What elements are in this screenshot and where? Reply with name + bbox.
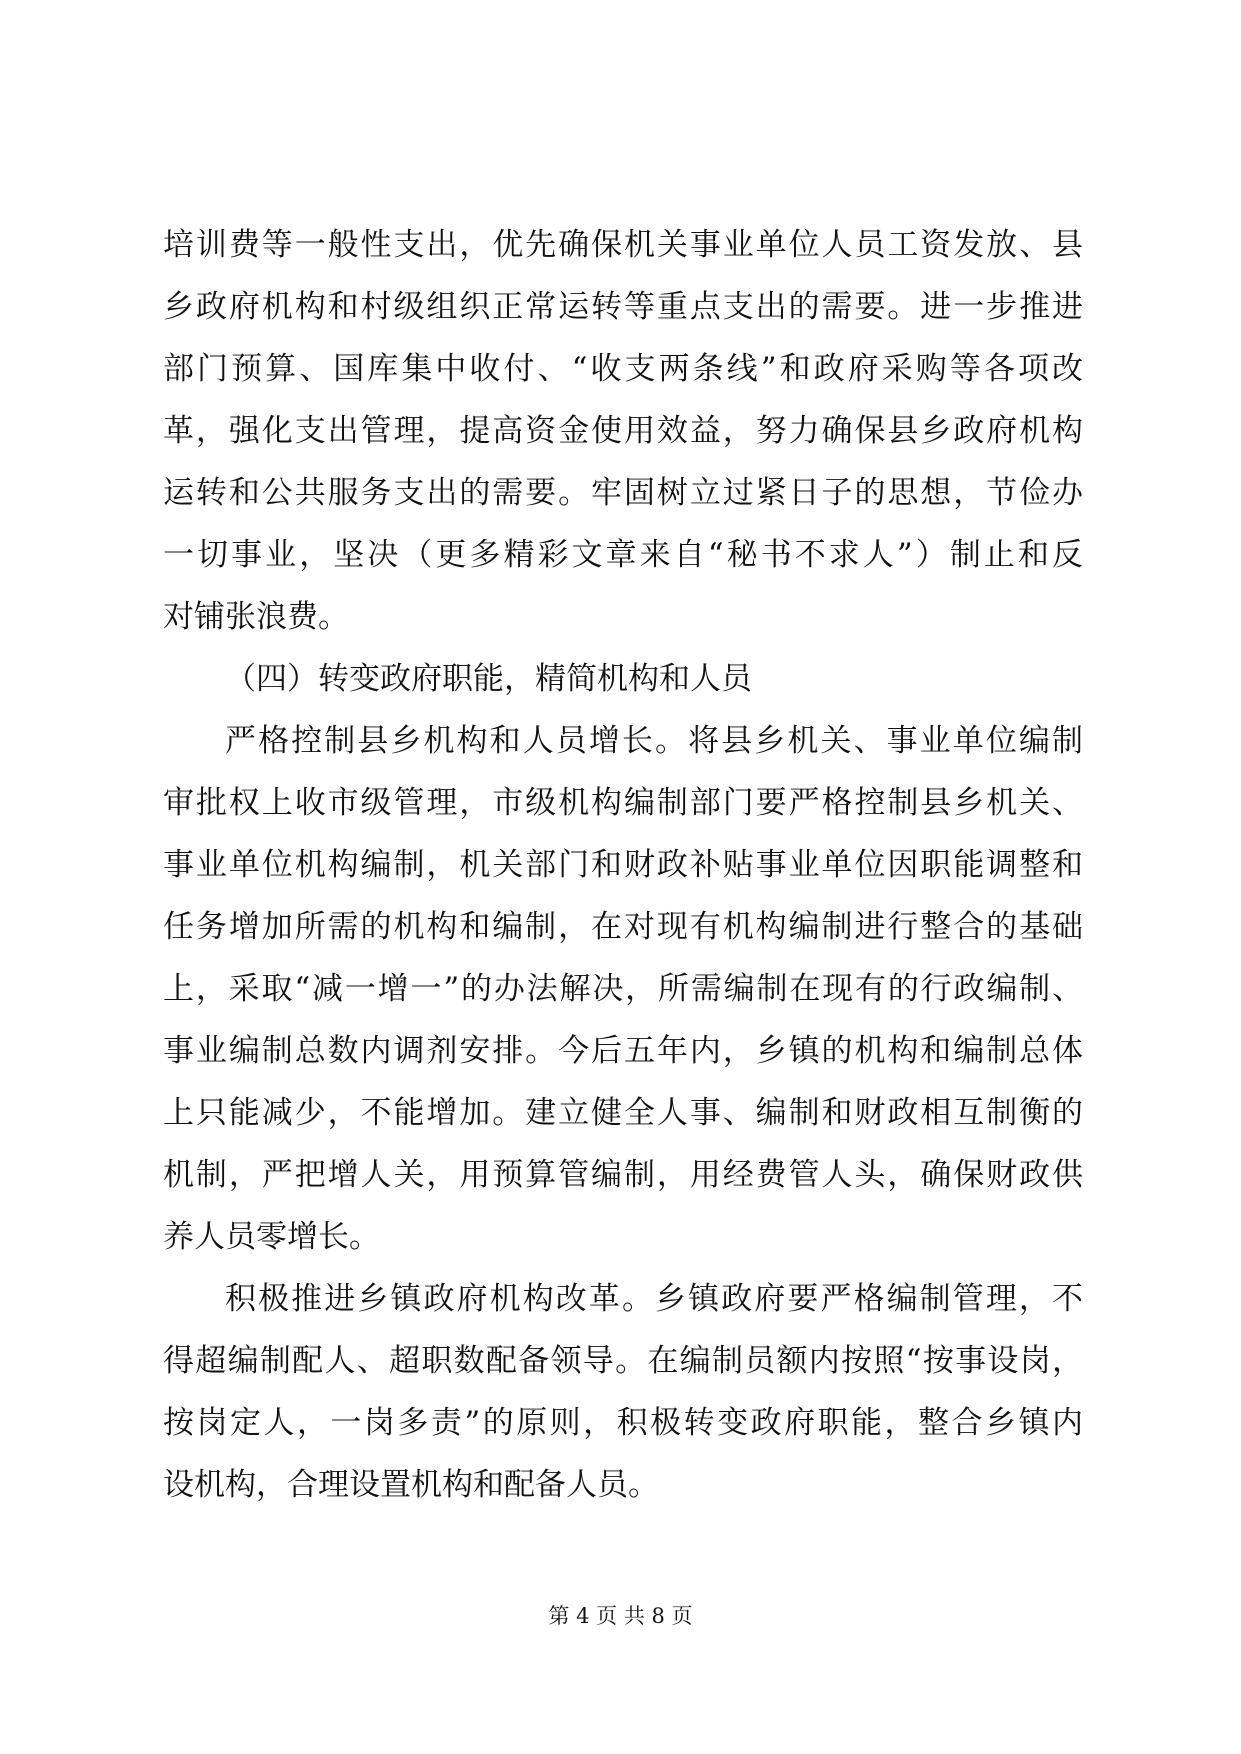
text-line: 积极推进乡镇政府机构改革。乡镇政府要严格编制管理，不 bbox=[225, 1281, 1083, 1317]
text-line: 事业编制总数内调剂安排。今后五年内，乡镇的机构和编制总体 bbox=[163, 1033, 1083, 1069]
text-line: 机制，严把增人关，用预算管编制，用经费管人头，确保财政供 bbox=[163, 1157, 1083, 1193]
text-line: 乡政府机构和村级组织正常运转等重点支出的需要。进一步推进 bbox=[163, 289, 1083, 325]
text-line: 上，采取“减一增一”的办法解决，所需编制在现有的行政编制、 bbox=[163, 971, 1083, 1007]
text-line: 任务增加所需的机构和编制，在对现有机构编制进行整合的基础 bbox=[163, 909, 1083, 945]
text-line: 严格控制县乡机构和人员增长。将县乡机关、事业单位编制 bbox=[225, 723, 1083, 759]
text-line: 运转和公共服务支出的需要。牢固树立过紧日子的思想，节俭办 bbox=[163, 475, 1083, 511]
text-line: 对铺张浪费。 bbox=[163, 599, 349, 635]
text-line: 按岗定人，一岗多责”的原则，积极转变政府职能，整合乡镇内 bbox=[163, 1405, 1083, 1441]
page-number: 第 4 页 共 8 页 bbox=[548, 1604, 693, 1628]
text-line: 事业单位机构编制，机关部门和财政补贴事业单位因职能调整和 bbox=[163, 847, 1083, 883]
text-line: 培训费等一般性支出，优先确保机关事业单位人员工资发放、县 bbox=[163, 227, 1083, 263]
section-heading: （四）转变政府职能，精简机构和人员 bbox=[225, 661, 752, 697]
text-line: 审批权上收市级管理，市级机构编制部门要严格控制县乡机关、 bbox=[163, 785, 1083, 821]
text-line: 一切事业，坚决（更多精彩文章来自“秘书不求人”）制止和反 bbox=[163, 537, 1083, 573]
text-line: 革，强化支出管理，提高资金使用效益，努力确保县乡政府机构 bbox=[163, 413, 1083, 449]
text-line: 部门预算、国库集中收付、“收支两条线”和政府采购等各项改 bbox=[163, 351, 1083, 387]
text-line: 得超编制配人、超职数配备领导。在编制员额内按照“按事设岗， bbox=[163, 1343, 1083, 1379]
text-line: 上只能减少，不能增加。建立健全人事、编制和财政相互制衡的 bbox=[163, 1095, 1083, 1131]
text-line: 设机构，合理设置机构和配备人员。 bbox=[163, 1467, 659, 1503]
text-line: 养人员零增长。 bbox=[163, 1219, 380, 1255]
body-text bbox=[163, 226, 1083, 1528]
